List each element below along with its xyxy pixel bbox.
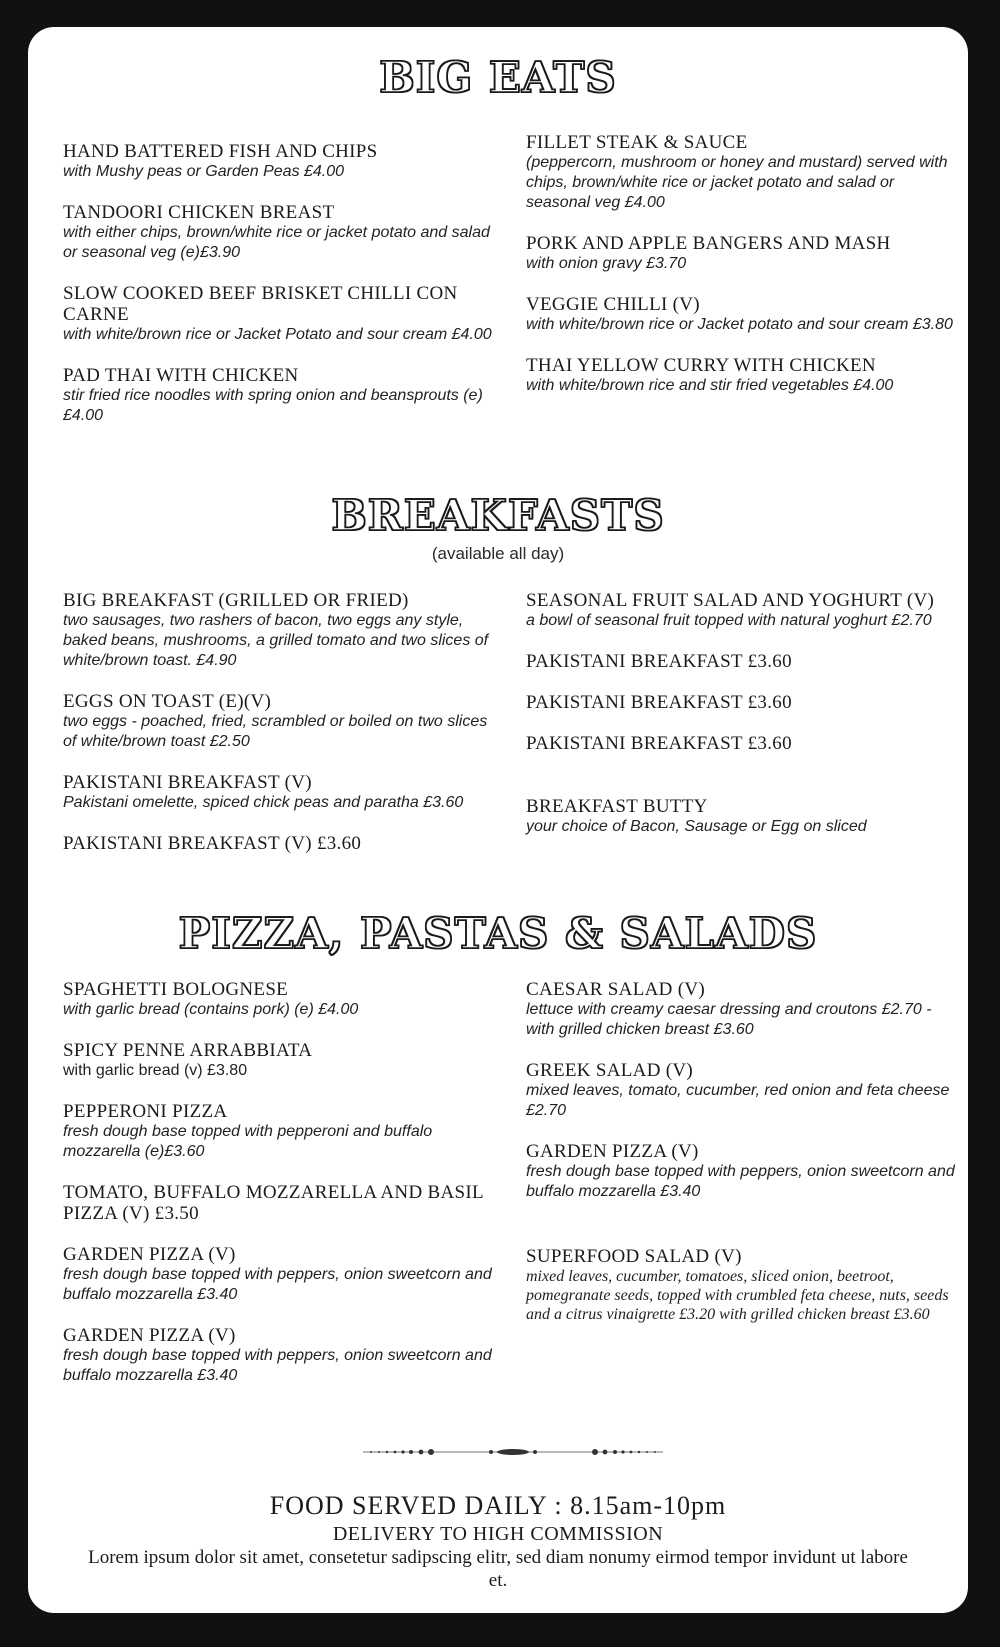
menu-item	[526, 651, 956, 672]
menu-item-name: BIG BREAKFAST (GRILLED OR FRIED)	[63, 590, 409, 611]
menu-item-desc: fresh dough base topped with pepperoni and buffalo mozzarella (e)£3.60	[63, 1123, 433, 1160]
menu-item-name: PORK AND APPLE BANGERS AND MASH	[526, 233, 891, 254]
menu-item-name: EGGS ON TOAST (E)(V)	[63, 691, 272, 712]
menu-item-desc: your choice of Bacon, Sausage or Egg on sliced	[526, 818, 867, 835]
big-eats-right-column	[526, 132, 956, 416]
delivery-line: DELIVERY TO HIGH COMMISSION	[332, 1523, 664, 1545]
menu-item-name: TOMATO, BUFFALO MOZZARELLA AND BASIL PIZZA (V) £3.50	[63, 1182, 484, 1224]
menu-item-name: SLOW COOKED BEEF BRISKET CHILLI CON CARNE	[63, 283, 458, 325]
menu-item-name: GARDEN PIZZA (V)	[63, 1325, 236, 1346]
menu-item-desc: fresh dough base topped with peppers, onion sweetcorn and buffalo mozzarella £3.40	[63, 1347, 492, 1384]
menu-item	[526, 796, 956, 837]
menu-item-desc: fresh dough base topped with peppers, onion sweetcorn and buffalo mozzarella £3.40	[526, 1163, 955, 1200]
section-title-pizza-pastas-salads: PIZZA, PASTAS & SALADS	[178, 909, 818, 958]
menu-item-name: SPAGHETTI BOLOGNESE	[63, 979, 289, 1000]
menu-item-desc: Pakistani omelette, spiced chick peas and paratha £3.60	[63, 794, 464, 811]
menu-item	[63, 1101, 493, 1162]
food-served-separator: :	[554, 1491, 563, 1520]
menu-item	[526, 233, 956, 274]
menu-item	[526, 355, 956, 396]
menu-item-name: CAESAR SALAD (V)	[526, 979, 705, 1000]
menu-item-name: PAKISTANI BREAKFAST £3.60	[526, 692, 792, 713]
menu-item	[526, 692, 956, 713]
menu-item-name: THAI YELLOW CURRY WITH CHICKEN	[526, 355, 876, 376]
menu-item-name: VEGGIE CHILLI (V)	[526, 294, 700, 315]
menu-item-desc: with either chips, brown/white rice or jacket potato and salad or seasonal veg (e)£3.90	[63, 224, 490, 261]
pizza-left-column	[63, 979, 493, 1406]
menu-item-name: SUPERFOOD SALAD (V)	[526, 1246, 742, 1267]
menu-item-desc: lettuce with creamy caesar dressing and croutons £2.70 - with grilled chicken breast £3.60	[526, 1001, 932, 1038]
menu-item	[63, 202, 493, 263]
menu-item	[526, 132, 956, 213]
menu-item	[526, 590, 956, 631]
menu-item-name: PEPPERONI PIZZA	[63, 1101, 228, 1122]
menu-item-name: GREEK SALAD (V)	[526, 1060, 694, 1081]
menu-item-desc: with onion gravy £3.70	[526, 255, 687, 272]
menu-item	[63, 141, 493, 182]
menu-item-desc: with white/brown rice or Jacket potato and sour cream £3.80	[526, 316, 953, 333]
menu-item-name: SEASONAL FRUIT SALAD AND YOGHURT (V)	[526, 590, 935, 611]
menu-item	[63, 833, 493, 854]
menu-item-desc: two eggs - poached, fried, scrambled or boiled on two slices of white/brown toast £2.50	[63, 713, 488, 750]
menu-item-desc: with garlic bread (contains pork) (e) £4.00	[63, 1001, 359, 1018]
menu-item	[526, 294, 956, 335]
menu-item-name: PAD THAI WITH CHICKEN	[63, 365, 299, 386]
menu-item	[63, 1040, 493, 1081]
big-eats-left-column	[63, 141, 493, 446]
menu-item	[63, 1325, 493, 1386]
menu-item-desc: with white/brown rice and stir fried vegetables £4.00	[526, 377, 894, 394]
menu-item	[526, 733, 956, 754]
menu-item-desc: with white/brown rice or Jacket Potato and sour cream £4.00	[63, 326, 492, 343]
menu-item	[63, 590, 493, 671]
menu-item	[63, 283, 493, 345]
menu-item-name: TANDOORI CHICKEN BREAST	[63, 202, 335, 223]
footer-note: Lorem ipsum dolor sit amet, consetetur sadipscing elitr, sed diam nonumy eirmod tempor invidunt ut labore et.	[88, 1547, 908, 1591]
breakfasts-left-column	[63, 590, 493, 874]
menu-item-name: GARDEN PIZZA (V)	[526, 1141, 699, 1162]
menu-item-name: BREAKFAST BUTTY	[526, 796, 708, 817]
menu-item-desc: two sausages, two rashers of bacon, two eggs any style, baked beans, mushrooms, a grilled tomato and two slices of white/brown toast. £4.90	[63, 612, 489, 669]
breakfasts-right-column	[526, 590, 956, 857]
ornament-divider-icon	[363, 1445, 663, 1459]
menu-item-name: PAKISTANI BREAKFAST (V)	[63, 772, 312, 793]
menu-item	[63, 1244, 493, 1305]
pizza-right-column	[526, 979, 956, 1344]
menu-item-desc: fresh dough base topped with peppers, onion sweetcorn and buffalo mozzarella £3.40	[63, 1266, 492, 1303]
menu-item-desc: mixed leaves, tomato, cucumber, red onion and feta cheese £2.70	[526, 1082, 950, 1119]
section-subtitle-breakfasts: (available all day)	[431, 544, 565, 563]
menu-item-desc: stir fried rice noodles with spring onion and beansprouts (e)£4.00	[63, 387, 483, 424]
section-title-big-eats: BIG EATS	[379, 53, 617, 102]
menu-item-desc: mixed leaves, cucumber, tomatoes, sliced onion, beetroot, pomegranate seeds, topped with crumbled feta cheese, nuts, seeds and a citrus vinaigrette £3.20 with grilled chicken breast £3.60	[526, 1268, 949, 1323]
menu-item-desc: with garlic bread (v) £3.80	[63, 1062, 248, 1079]
menu-item	[63, 1182, 493, 1224]
menu-item	[526, 979, 956, 1040]
menu-item	[526, 1141, 956, 1202]
menu-item-name: FILLET STEAK & SAUCE	[526, 132, 748, 153]
menu-item	[526, 1246, 956, 1324]
menu-item-desc: with Mushy peas or Garden Peas £4.00	[63, 163, 345, 180]
food-served-line	[28, 1491, 968, 1521]
food-served-hours: 8.15am-10pm	[570, 1491, 727, 1520]
menu-item-name: PAKISTANI BREAKFAST £3.60	[526, 733, 792, 754]
menu-item-name: HAND BATTERED FISH AND CHIPS	[63, 141, 378, 162]
menu-item-name: PAKISTANI BREAKFAST £3.60	[526, 651, 792, 672]
menu-card	[28, 27, 968, 1613]
menu-item-name: PAKISTANI BREAKFAST (V) £3.60	[63, 833, 362, 854]
menu-item	[63, 979, 493, 1020]
menu-item	[63, 691, 493, 752]
menu-item-name: SPICY PENNE ARRABBIATA	[63, 1040, 313, 1061]
menu-item	[63, 772, 493, 813]
menu-item-desc: (peppercorn, mushroom or honey and mustard) served with chips, brown/white rice or jacket potato and salad or seasonal veg £4.00	[526, 154, 948, 211]
menu-item-desc: a bowl of seasonal fruit topped with natural yoghurt £2.70	[526, 612, 932, 629]
section-title-breakfasts: BREAKFASTS	[331, 491, 665, 540]
menu-item-name: GARDEN PIZZA (V)	[63, 1244, 236, 1265]
food-served-label: FOOD SERVED DAILY	[269, 1491, 547, 1520]
menu-item	[526, 1060, 956, 1121]
menu-item	[63, 365, 493, 426]
